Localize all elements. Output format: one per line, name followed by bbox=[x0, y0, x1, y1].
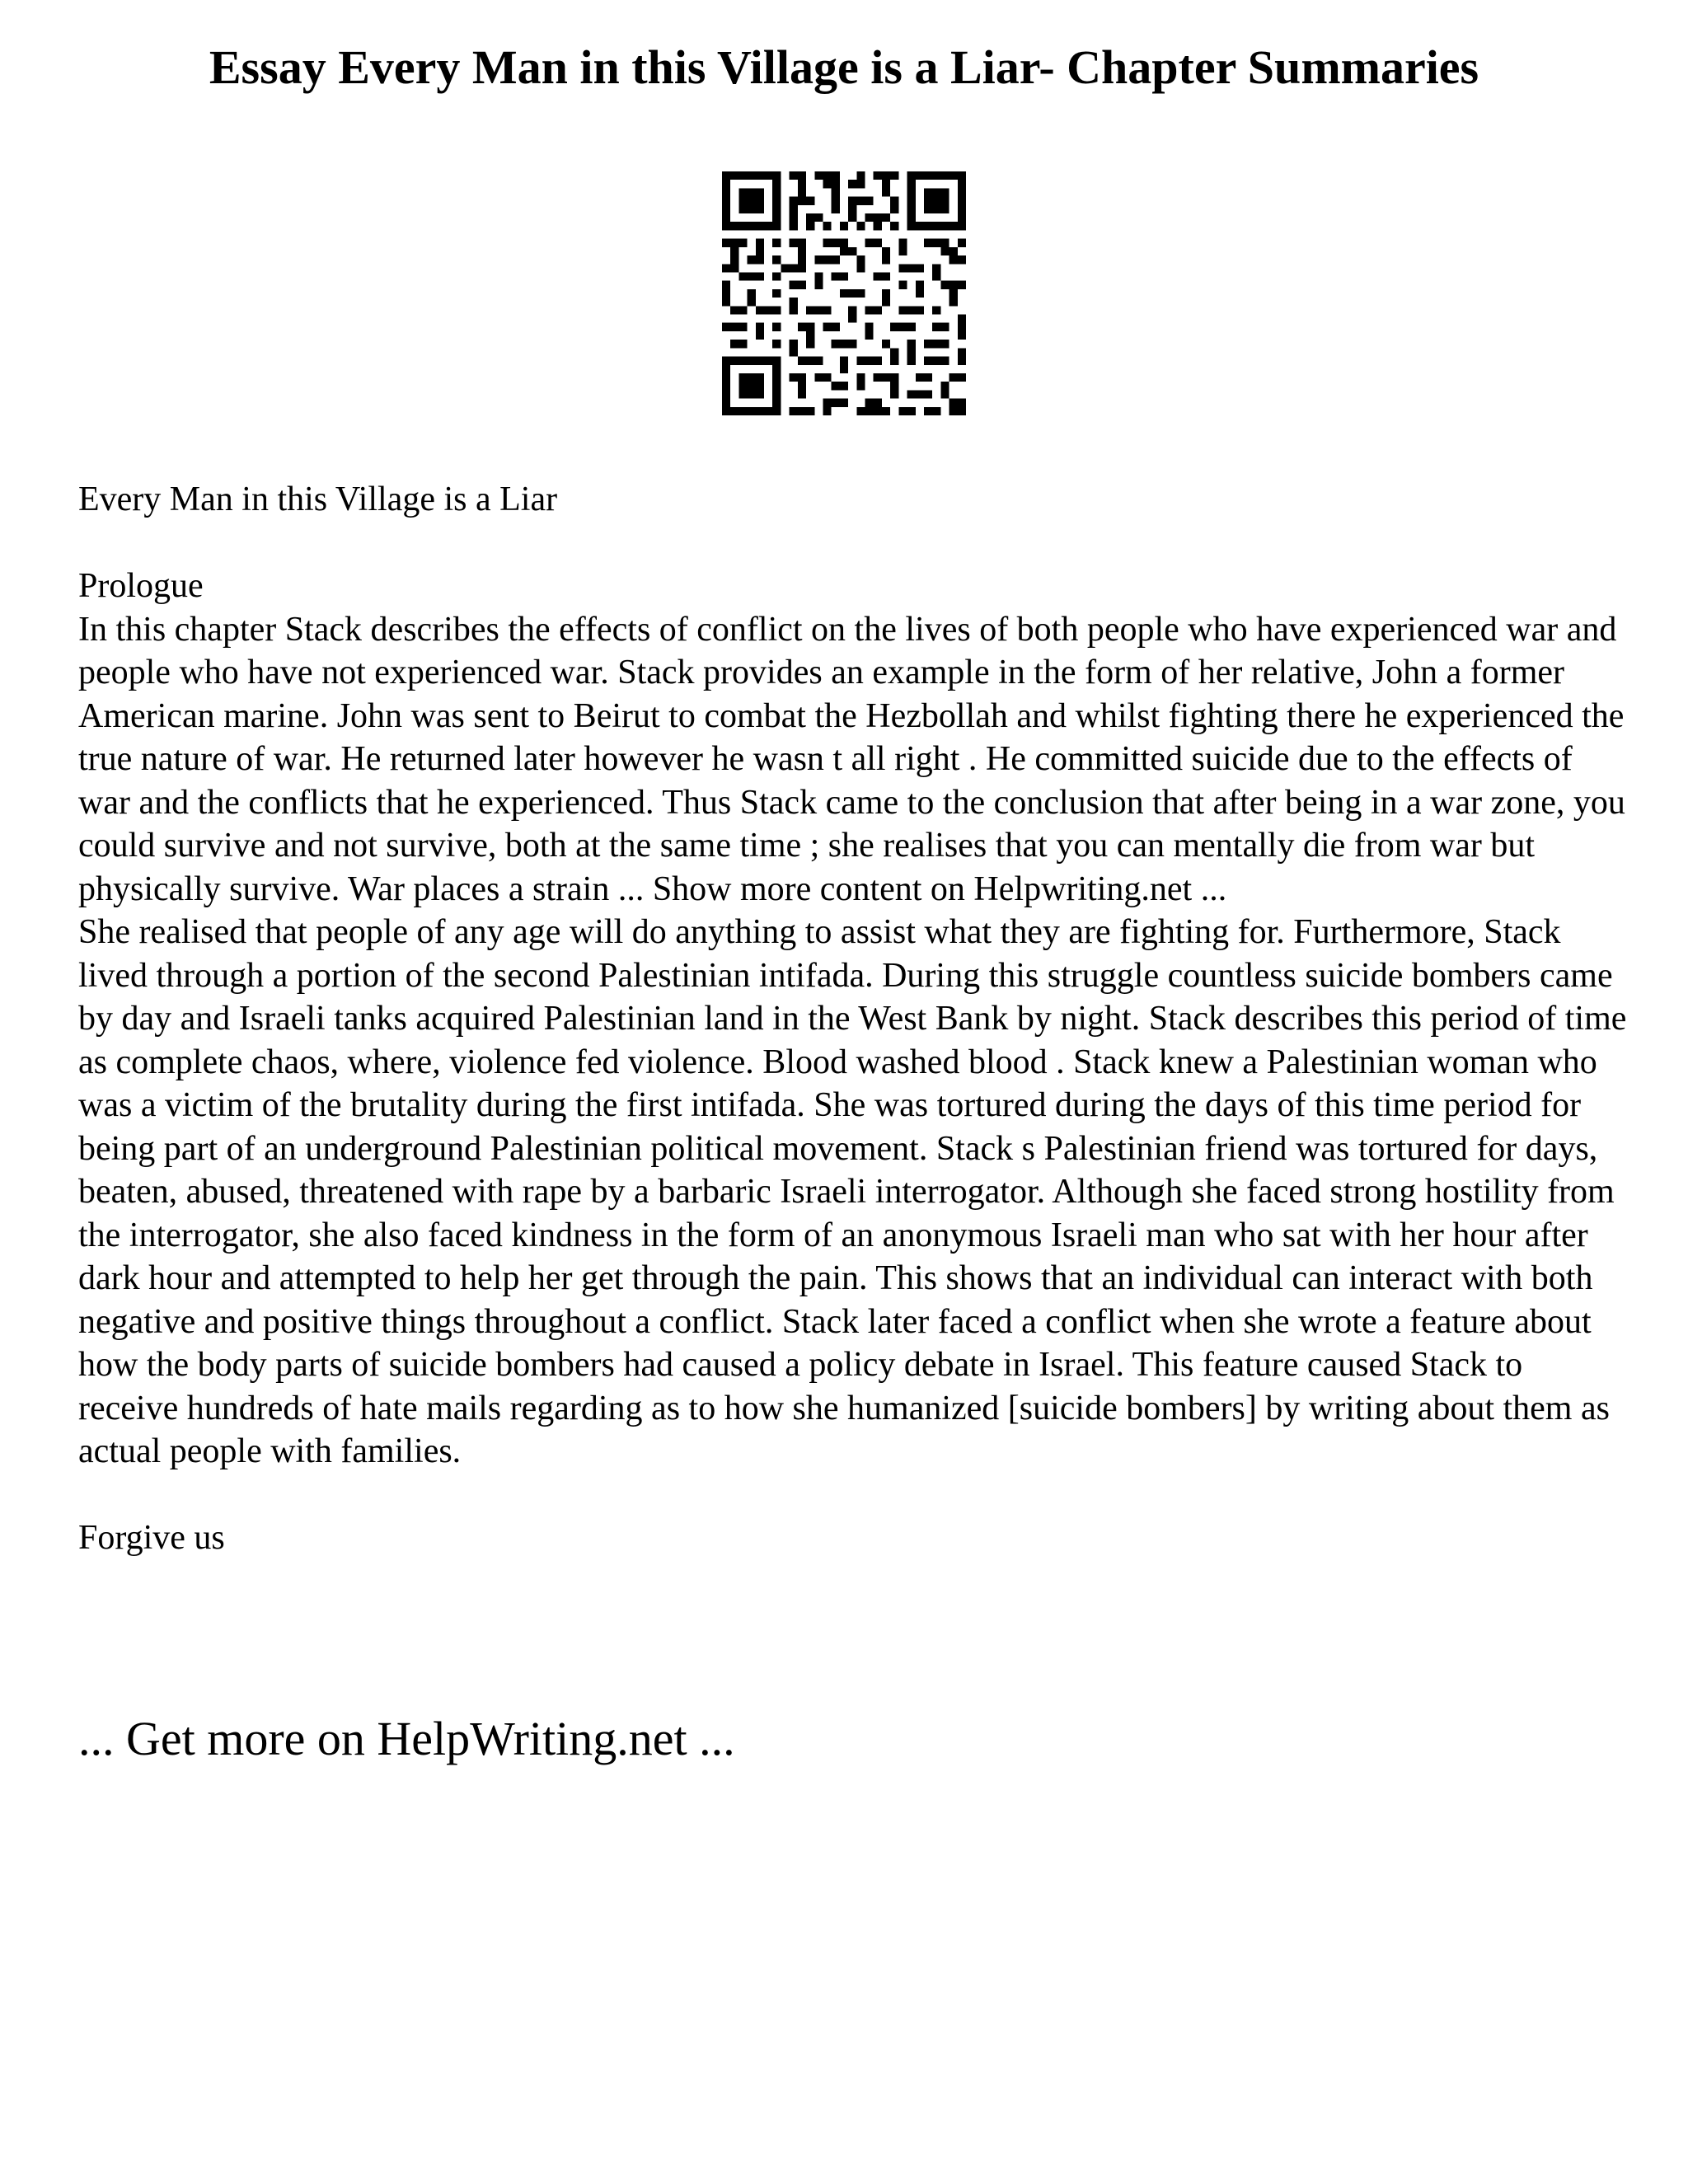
document-body bbox=[78, 478, 1628, 1560]
paragraph-prologue-2: She realised that people of any age will do anything to assist what they are fighting for. Furthermore, Stack lived through a portion of the second Palestinian intifada. During this struggle countless suicide bombers came by day and Israeli tanks acquired Palestinian land in the West Bank by night. Stack describes this period of time as complete chaos, where, violence fed violence. Blood washed blood . Stack knew a Palestinian woman who was a victim of the brutality during the first intifada. She was tortured during the days of this time period for being part of an underground Palestinian political movement. Stack s Palestinian friend was tortured for days, beaten, abused, threatened with rape by a barbaric Israeli interrogator. Although she faced strong hostility from the interrogator, she also faced kindness in the form of an anonymous Israeli man who sat with her hour after dark hour and attempted to help her get through the pain. This shows that an individual can interact with both negative and positive things throughout a conflict. Stack later faced a conflict when she wrote a feature about how the body parts of suicide bombers had caused a policy debate in Israel. This feature caused Stack to receive hundreds of hate mails regarding as to how she humanized [suicide bombers] by writing about them as actual people with families. bbox=[78, 913, 1627, 1470]
section-heading-prologue: Prologue bbox=[78, 567, 204, 605]
qr-code[interactable] bbox=[722, 171, 966, 415]
paragraph-prologue-1: In this chapter Stack describes the effects of conflict on the lives of both people who have experienced war and people who have not experienced war. Stack provides an example in the form of her relative, John a former American marine. John was sent to Beirut to combat the Hezbollah and whilst fighting there he experienced the true nature of war. He returned later however he wasn t all right . He committed suicide due to the effects of war and the conflicts that he experienced. Thus Stack came to the conclusion that after being in a war zone, you could survive and not survive, both at the same time ; she realises that you can mentally die from war but physically survive. War places a strain ... Show more content on Helpwriting.net ... bbox=[78, 610, 1625, 908]
spacer bbox=[78, 522, 1628, 565]
spacer bbox=[78, 1474, 1628, 1517]
document-title: Essay Every Man in this Village is a Liar- Chapter Summaries bbox=[209, 40, 1479, 94]
book-title: Every Man in this Village is a Liar bbox=[78, 480, 558, 518]
qr-code-graphic bbox=[722, 171, 966, 415]
section-heading-forgive-us: Forgive us bbox=[78, 1519, 225, 1557]
get-more-link[interactable]: ... Get more on HelpWriting.net ... bbox=[78, 1712, 735, 1765]
